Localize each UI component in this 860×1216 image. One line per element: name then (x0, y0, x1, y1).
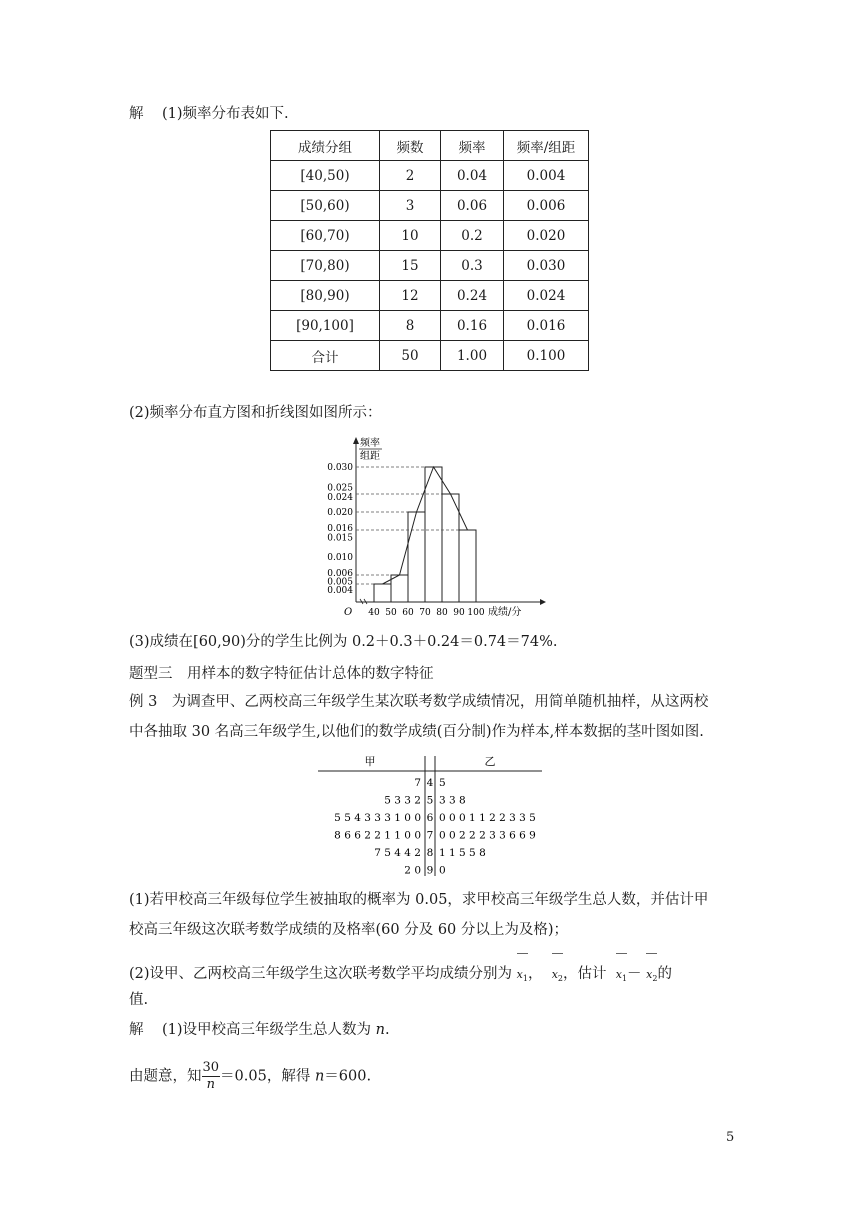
table-cell: 1.00 (441, 341, 504, 371)
y-tick-label: 0.004 (327, 586, 353, 596)
table-header-row (271, 131, 589, 161)
x-symbol: x (615, 968, 622, 981)
denominator: n (206, 1077, 215, 1092)
x-tick-label: 70 (419, 608, 431, 618)
numerator: 30 (202, 1060, 220, 1075)
table-cell: 3 (380, 191, 441, 221)
solution-label: 解 (129, 106, 144, 122)
right-leaves: 1 1 5 5 8 (439, 847, 486, 859)
subscript: 1 (621, 974, 628, 984)
table-cell: 0.3 (441, 251, 504, 281)
histogram-bar (442, 494, 459, 602)
y-tick-label: 0.005 (327, 577, 353, 588)
mean-x1 (616, 965, 627, 989)
left-leaves: 2 0 (404, 864, 421, 877)
minus-sign: － (627, 966, 642, 982)
left-leaves: 5 5 4 3 3 3 1 0 0 (334, 812, 421, 824)
left-title: 甲 (364, 755, 376, 768)
histogram-bar (391, 575, 408, 602)
table-cell: [90,100] (271, 311, 380, 341)
left-leaves: 7 5 4 4 2 (374, 847, 421, 859)
histogram-bar (408, 512, 425, 602)
table-cell: [80,90) (271, 281, 380, 311)
subscript: 2 (652, 974, 658, 984)
x-tick-label: 90 (453, 608, 465, 618)
table-row (271, 281, 589, 311)
x-label: 成绩/分 (488, 607, 522, 618)
section-title: 题型三 用样本的数字特征估计总体的数字特征 (129, 666, 434, 682)
right-leaves: 3 3 8 (439, 794, 466, 807)
question2-text: (2)设甲、乙两校高三年级学生这次联考数学平均成绩分别为 (129, 966, 513, 982)
solution-text: 由题意，知 (129, 1068, 202, 1085)
y-label: 组距 (360, 451, 380, 462)
mean-x1 (517, 965, 528, 989)
table-cell: 0.100 (504, 341, 589, 371)
y-tick-label: 0.030 (327, 463, 353, 473)
origin-label: O (344, 607, 353, 618)
part3-text: (3)成绩在[60,90)分的学生比例为 0.2＋0.3＋0.24＝0.74＝74%. (129, 634, 558, 650)
x-tick-label: 80 (436, 608, 448, 618)
table-cell: 0.016 (504, 311, 589, 341)
table-cell: 2 (380, 161, 441, 191)
stem-value: 8 (426, 847, 434, 859)
fraction (202, 1060, 221, 1093)
table-cell: 0.24 (441, 281, 504, 311)
table-cell: 0.2 (441, 221, 504, 251)
table-cell: 12 (380, 281, 441, 311)
mean-x2 (552, 965, 563, 989)
variable-n: n (375, 1022, 385, 1038)
stem-value: 6 (426, 812, 434, 824)
table-cell: 50 (380, 341, 441, 371)
table-cell: [40,50) (271, 161, 380, 191)
part2-text: (2)频率分布直方图和折线图如图所示： (129, 405, 382, 421)
right-leaves: 0 (439, 864, 446, 877)
x-symbol: x (516, 968, 523, 981)
table-row (271, 191, 589, 221)
y-tick-label: 0.015 (327, 533, 353, 544)
table-cell: 8 (380, 311, 441, 341)
y-axis-arrow (353, 437, 359, 444)
y-tick-label: 0.016 (327, 524, 353, 534)
table-cell: 0.04 (441, 161, 504, 191)
table-cell: 0.020 (504, 221, 589, 251)
histogram-bar (374, 584, 391, 602)
example-line: 例 3 为调查甲、乙两校高三年级学生某次联考数学成绩情况，用简单随机抽样，从这两校 (129, 694, 709, 710)
subscript: 2 (557, 974, 563, 984)
table-cell: 0.024 (504, 281, 589, 311)
table-cell: 0.004 (504, 161, 589, 191)
stem-value: 4 (426, 777, 434, 789)
table-cell: [50,60) (271, 191, 380, 221)
variable-n: n (314, 1068, 325, 1085)
x-tick-label: 60 (402, 608, 414, 618)
solution-text: (1)频率分布表如下. (161, 106, 289, 122)
solution3-line (129, 1060, 371, 1093)
mean-x2 (646, 965, 657, 989)
table-cell: [60,70) (271, 221, 380, 251)
table-header: 频数 (380, 131, 441, 161)
y-tick-label: 0.024 (327, 493, 353, 503)
table-header: 成绩分组 (271, 131, 380, 161)
period: . (384, 1022, 390, 1038)
stem-value: 7 (426, 829, 434, 842)
table-header: 频率 (441, 131, 504, 161)
solution-label: 解 (129, 1022, 144, 1038)
x-tick-label: 50 (385, 608, 397, 618)
x-tick-label: 40 (368, 608, 380, 618)
table-row (271, 341, 589, 371)
table-row (271, 251, 589, 281)
table-cell: 0.06 (441, 191, 504, 221)
right-leaves: 0 0 0 1 1 2 2 3 3 5 (439, 812, 536, 824)
x-axis-arrow (540, 599, 546, 605)
y-label: 频率 (360, 438, 380, 449)
subscript: 1 (522, 974, 528, 984)
solution-text: (1)设甲校高三年级学生总人数为 (161, 1022, 376, 1038)
question-line: 校高三年级这次联考数学成绩的及格率(60 分及 60 分以上为及格)； (129, 922, 569, 938)
frequency-table (270, 130, 589, 371)
y-tick-label: 0.025 (327, 483, 353, 494)
stem-value: 5 (426, 794, 434, 807)
table-row (271, 311, 589, 341)
solution-text: ＝0.05，解得 (220, 1068, 315, 1085)
right-title: 乙 (484, 755, 496, 768)
question-line: 值. (129, 992, 149, 1008)
table-row (271, 161, 589, 191)
table-cell: [70,80) (271, 251, 380, 281)
y-tick-label: 0.010 (327, 553, 353, 563)
solution2-line (129, 1020, 390, 1040)
x-symbol: x (551, 968, 558, 981)
table-header: 频率/组距 (504, 131, 589, 161)
right-leaves: 0 0 2 2 2 3 3 6 6 9 (439, 829, 536, 842)
histogram-bar (425, 467, 442, 602)
x-tick-label: 100 (467, 608, 485, 618)
table-cell: 0.16 (441, 311, 504, 341)
y-tick-label: 0.020 (327, 508, 353, 518)
solution-line (129, 104, 289, 124)
x-symbol: x (646, 968, 653, 981)
histogram-bar (459, 530, 476, 602)
table-row (271, 221, 589, 251)
solution-text: ＝600. (324, 1068, 372, 1085)
page-number: 5 (726, 1130, 735, 1145)
stem-value: 9 (426, 864, 434, 877)
left-leaves: 7 (414, 777, 421, 789)
right-leaves: 5 (439, 777, 446, 789)
comma: ， (527, 966, 543, 982)
table-cell: 10 (380, 221, 441, 251)
estimate-text: ，估计 (563, 966, 607, 982)
table-cell: 0.030 (504, 251, 589, 281)
histogram-chart (318, 432, 548, 627)
table-cell: 0.006 (504, 191, 589, 221)
de-text: 的 (657, 966, 672, 982)
example-line: 中各抽取 30 名高三年级学生,以他们的数学成绩(百分制)作为样本,样本数据的茎叶图如图. (129, 724, 704, 740)
question-line: (1)若甲校高三年级每位学生被抽取的概率为 0.05，求甲校高三年级学生总人数，并估计甲 (129, 892, 709, 908)
stem-leaf-plot (310, 752, 550, 878)
table-cell: 15 (380, 251, 441, 281)
question2-line (129, 964, 672, 989)
left-leaves: 5 3 3 2 (384, 794, 421, 807)
y-tick-label: 0.006 (327, 569, 353, 579)
table-cell: 合计 (271, 341, 380, 371)
left-leaves: 8 6 6 2 2 1 1 0 0 (334, 829, 421, 842)
